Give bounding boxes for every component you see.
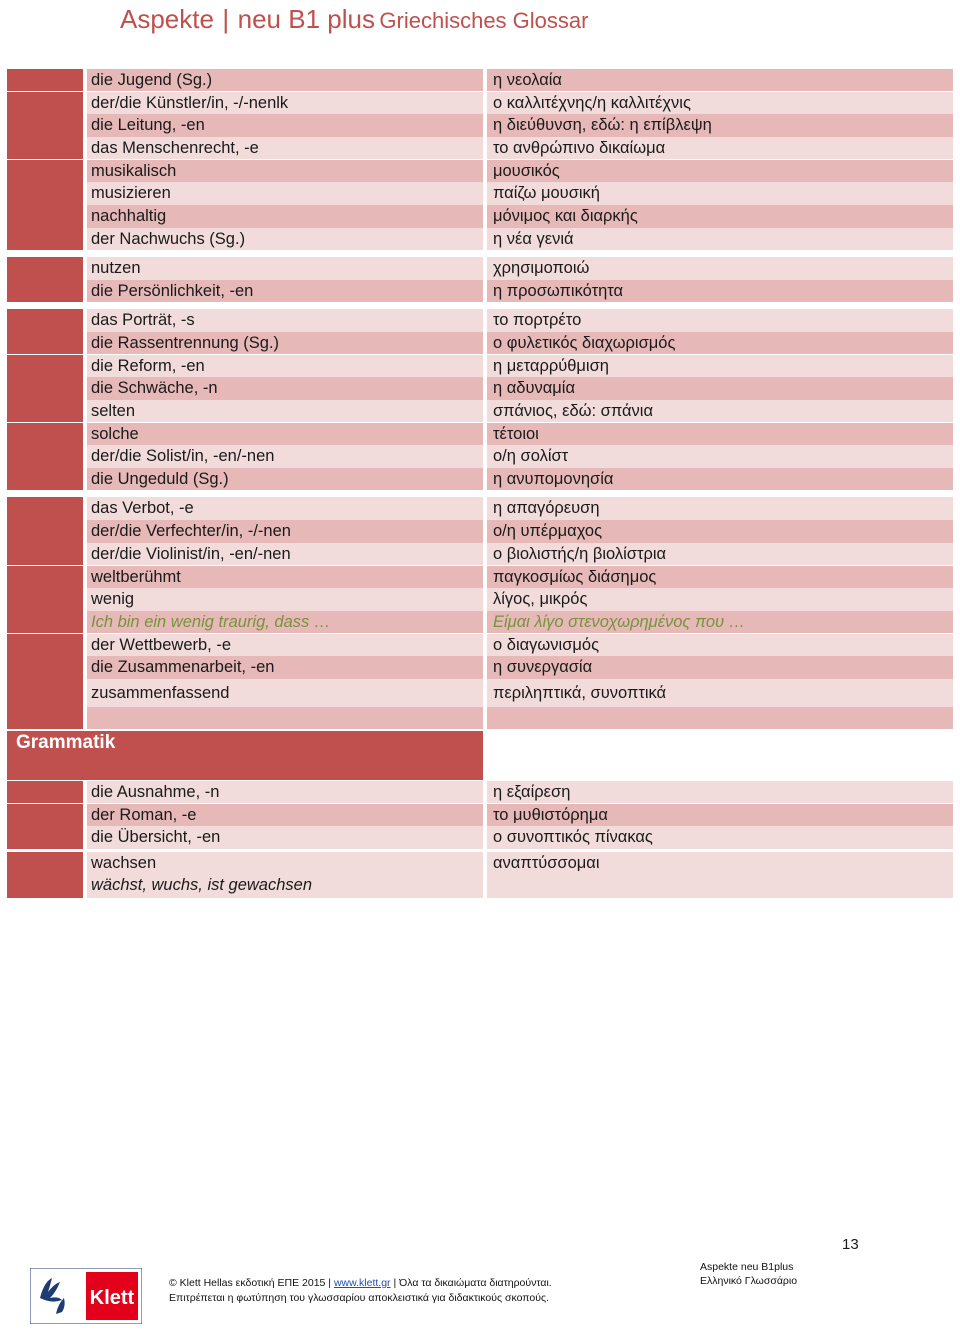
row-marker <box>7 205 83 227</box>
row-marker <box>7 332 83 354</box>
row-marker <box>7 497 83 519</box>
glossary-row <box>7 543 953 565</box>
grammatik-row <box>7 852 953 898</box>
german-term: die Ungeduld (Sg.) <box>87 468 483 490</box>
greek-translation: σπάνιος, εδώ: σπάνια <box>487 400 953 422</box>
greek-translation: παίζω μουσική <box>487 182 953 204</box>
glossary-row <box>7 160 953 182</box>
german-term: der/die Künstler/in, -/-nenlk <box>87 92 483 114</box>
greek-translation: το πορτρέτο <box>487 309 953 331</box>
row-marker <box>7 69 83 91</box>
greek-translation: ο συνοπτικός πίνακας <box>487 826 953 848</box>
glossary-row <box>7 69 953 91</box>
german-term-main: wachsen <box>91 853 157 872</box>
greek-translation: μόνιμος και διαρκής <box>487 205 953 227</box>
grammatik-row <box>7 781 953 803</box>
greek-translation: παγκοσμίως διάσημος <box>487 566 953 588</box>
greek-translation: το ανθρώπινο δικαίωμα <box>487 137 953 159</box>
glossary-row <box>7 497 953 519</box>
greek-translation: λίγος, μικρός <box>487 588 953 610</box>
german-term: die Jugend (Sg.) <box>87 69 483 91</box>
greek-translation: αναπτύσσομαι <box>487 852 953 898</box>
row-marker <box>7 182 83 204</box>
german-term: die Persönlichkeit, -en <box>87 280 483 302</box>
german-term: Ich bin ein wenig traurig, dass … <box>87 611 483 633</box>
german-term <box>87 781 483 803</box>
german-term: weltberühmt <box>87 566 483 588</box>
greek-translation: το μυθιστόρημα <box>487 804 953 826</box>
grammatik-table <box>7 781 953 898</box>
row-marker <box>7 355 83 377</box>
german-term: nutzen <box>87 257 483 279</box>
row-marker <box>7 781 83 803</box>
greek-translation: χρησιμοποιώ <box>487 257 953 279</box>
footer-notice <box>169 1276 552 1306</box>
german-term-forms: wächst, wuchs, ist gewachsen <box>91 875 313 894</box>
german-term: zusammenfassend <box>87 679 483 707</box>
tail-cell <box>487 707 953 729</box>
row-marker <box>7 656 83 678</box>
german-term: der/die Violinist/in, -en/-nen <box>87 543 483 565</box>
greek-translation: Είμαι λίγο στενοχωρημένος που … <box>487 611 953 633</box>
footer-copyright: © Klett Hellas εκδοτική ΕΠΕ 2015 <box>169 1277 326 1289</box>
german-term: die Leitung, -en <box>87 114 483 136</box>
row-marker <box>7 566 83 588</box>
german-term: der Nachwuchs (Sg.) <box>87 228 483 250</box>
greek-translation: η νεολαία <box>487 69 953 91</box>
glossary-tail <box>7 707 953 729</box>
german-term: das Porträt, -s <box>87 309 483 331</box>
row-marker <box>7 520 83 542</box>
glossary-row <box>7 656 953 678</box>
grammatik-row <box>7 804 953 826</box>
row-marker <box>7 309 83 331</box>
row-marker <box>7 160 83 182</box>
greek-translation: ο/η υπέρμαχος <box>487 520 953 542</box>
klett-logo <box>30 1268 142 1324</box>
glossary-row <box>7 423 953 445</box>
glossary-row <box>7 400 953 422</box>
row-marker <box>7 228 83 250</box>
german-term-main: der Roman, -e <box>91 805 197 824</box>
row-marker <box>7 543 83 565</box>
german-term: der/die Solist/in, -en/-nen <box>87 445 483 467</box>
row-marker <box>7 804 83 826</box>
greek-translation: η ανυπομονησία <box>487 468 953 490</box>
german-term: die Rassentrennung (Sg.) <box>87 332 483 354</box>
page-number: 13 <box>842 1236 859 1253</box>
glossary-row <box>7 92 953 114</box>
glossary-row <box>7 679 953 707</box>
german-term: nachhaltig <box>87 205 483 227</box>
glossary-row <box>7 520 953 542</box>
title-main: Aspekte <box>120 4 214 34</box>
greek-translation: η απαγόρευση <box>487 497 953 519</box>
greek-translation: περιληπτικά, συνοπτικά <box>487 679 953 707</box>
glossary-row <box>7 137 953 159</box>
footer-sep-2: | <box>393 1277 400 1289</box>
row-marker <box>7 852 83 898</box>
title-sub: Griechisches Glossar <box>379 8 589 33</box>
row-marker <box>7 257 83 279</box>
glossary-row <box>7 588 953 610</box>
greek-translation: ο βιολιστής/η βιολίστρια <box>487 543 953 565</box>
row-marker <box>7 377 83 399</box>
german-term-main: die Übersicht, -en <box>91 828 221 847</box>
german-term: die Schwäche, -n <box>87 377 483 399</box>
glossary-row <box>7 332 953 354</box>
footer-rights: Όλα τα δικαιώματα διατηρούνται. <box>399 1277 552 1289</box>
glossary-row <box>7 205 953 227</box>
section-grammatik <box>7 731 483 780</box>
german-term: der Wettbewerb, -e <box>87 634 483 656</box>
glossary-row <box>7 309 953 331</box>
german-term: solche <box>87 423 483 445</box>
glossary-row <box>7 257 953 279</box>
glossary-row <box>7 182 953 204</box>
row-marker <box>7 634 83 656</box>
glossary-row <box>7 611 953 633</box>
glossary-row <box>7 114 953 136</box>
footer-book-subtitle: Ελληνικό Γλωσσάριο <box>700 1275 798 1287</box>
footer-book-title: Aspekte neu B1plus <box>700 1261 794 1273</box>
row-marker <box>7 137 83 159</box>
german-term: selten <box>87 400 483 422</box>
footer-book-info <box>700 1260 797 1288</box>
row-marker <box>7 400 83 422</box>
tail-cell <box>7 707 83 729</box>
glossary-row <box>7 228 953 250</box>
glossary-row <box>7 355 953 377</box>
glossary-row <box>7 566 953 588</box>
glossary-row <box>7 280 953 302</box>
greek-translation: ο καλλιτέχνης/η καλλιτέχνις <box>487 92 953 114</box>
greek-translation: η αδυναμία <box>487 377 953 399</box>
german-term: musikalisch <box>87 160 483 182</box>
greek-translation: η προσωπικότητα <box>487 280 953 302</box>
greek-translation: η εξαίρεση <box>487 781 953 803</box>
greek-translation: η συνεργασία <box>487 656 953 678</box>
row-marker <box>7 468 83 490</box>
row-marker <box>7 114 83 136</box>
german-term: das Menschenrecht, -e <box>87 137 483 159</box>
title-rest: neu B1 plus <box>237 4 375 34</box>
greek-translation: ο/η σολίστ <box>487 445 953 467</box>
glossary-row <box>7 445 953 467</box>
page-title <box>120 4 588 38</box>
german-term <box>87 804 483 826</box>
glossary-row <box>7 468 953 490</box>
glossary-row <box>7 634 953 656</box>
footer-sep: | <box>328 1277 334 1289</box>
glossary-row <box>7 377 953 399</box>
row-marker <box>7 445 83 467</box>
row-marker <box>7 280 83 302</box>
row-marker <box>7 679 83 707</box>
row-marker <box>7 588 83 610</box>
greek-translation: τέτοιοι <box>487 423 953 445</box>
footer-url-link[interactable]: www.klett.gr <box>333 1277 391 1289</box>
german-term-main: die Ausnahme, -n <box>91 783 220 801</box>
row-marker <box>7 423 83 445</box>
german-term: musizieren <box>87 182 483 204</box>
german-term: das Verbot, -e <box>87 497 483 519</box>
title-separator: | <box>222 4 230 34</box>
german-term <box>87 826 483 848</box>
grammatik-row <box>7 826 953 848</box>
greek-translation: ο φυλετικός διαχωρισμός <box>487 332 953 354</box>
german-term <box>87 852 483 898</box>
german-term: die Reform, -en <box>87 355 483 377</box>
row-marker <box>7 826 83 848</box>
greek-translation: η νέα γενιά <box>487 228 953 250</box>
logo-text: Klett <box>89 1287 135 1309</box>
row-marker <box>7 611 83 633</box>
tail-cell <box>87 707 483 729</box>
section-label: Grammatik <box>16 732 116 753</box>
greek-translation: ο διαγωνισμός <box>487 634 953 656</box>
german-term: die Zusammenarbeit, -en <box>87 656 483 678</box>
greek-translation: η μεταρρύθμιση <box>487 355 953 377</box>
row-marker <box>7 92 83 114</box>
glossary-table <box>7 69 953 730</box>
greek-translation: μουσικός <box>487 160 953 182</box>
footer-permission: Επιτρέπεται η φωτύπηση του γλωσσαρίου αποκλειστικά για διδακτικούς σκοπούς. <box>169 1292 549 1304</box>
german-term: der/die Verfechter/in, -/-nen <box>87 520 483 542</box>
greek-translation: η διεύθυνση, εδώ: η επίβλεψη <box>487 114 953 136</box>
german-term: wenig <box>87 588 483 610</box>
